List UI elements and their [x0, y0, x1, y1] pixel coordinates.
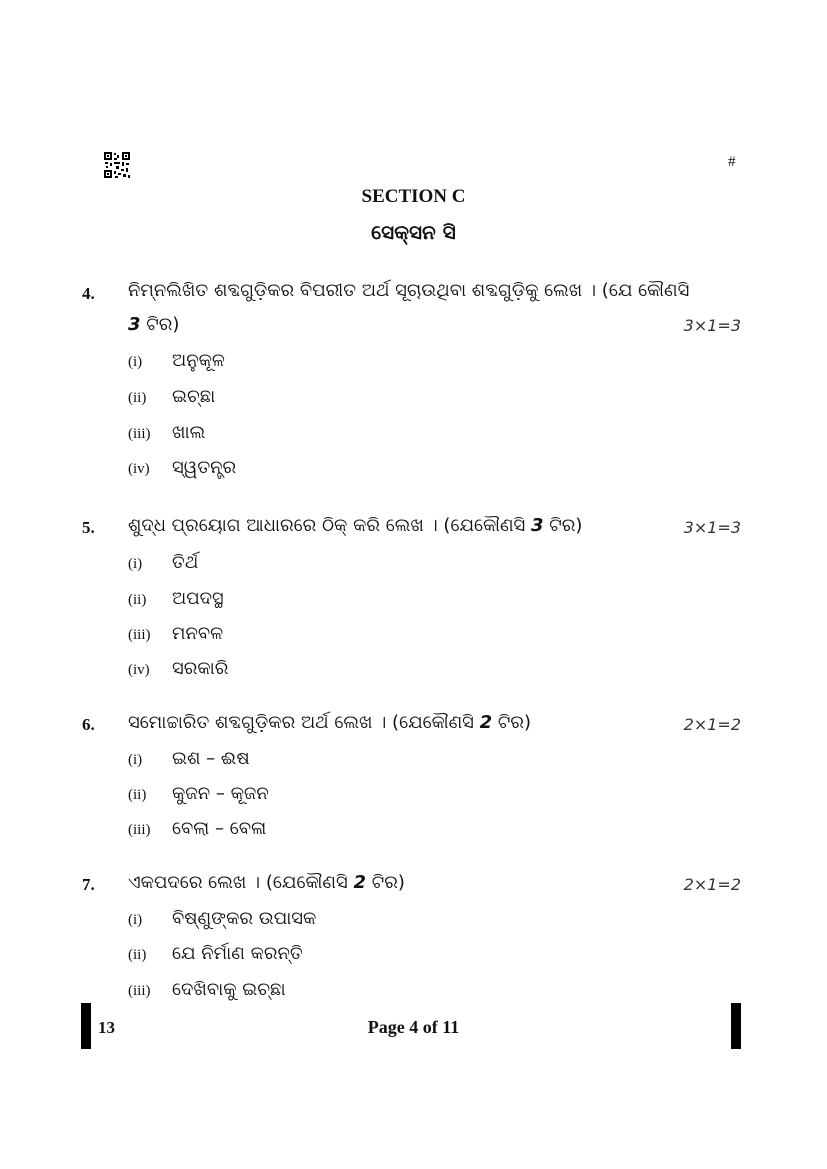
option-item: [128, 658, 228, 679]
option-roman: (ii): [128, 390, 147, 406]
option-roman: (ii): [128, 947, 147, 963]
option-roman: (i): [128, 912, 143, 928]
option-text: ଇଚ୍ଛା: [172, 386, 216, 407]
question-number: 7.: [82, 875, 95, 894]
option-roman: (ii): [128, 592, 147, 608]
option-item: [128, 457, 236, 478]
option-roman: (iii): [128, 983, 151, 999]
question-marks: 2×1=2: [683, 715, 741, 734]
option-item: [128, 783, 269, 804]
option-roman: (i): [128, 354, 143, 370]
option-text: ତିର୍ଥ: [172, 552, 199, 573]
option-item: [128, 350, 225, 371]
option-item: [128, 818, 266, 839]
question-text: [128, 712, 531, 733]
option-item: [128, 943, 303, 964]
question-count: 2: [353, 872, 366, 893]
question-marks: 3×1=3: [683, 518, 741, 537]
page-number: Page 4 of 11: [367, 1017, 460, 1037]
section-title: SECTION C: [361, 186, 466, 207]
question-text-tail: ଟିର): [492, 712, 532, 733]
option-item: [128, 422, 205, 443]
question-number: 6.: [82, 715, 95, 734]
question-text-tail: ଟିର): [140, 314, 180, 335]
question-text-cont: [128, 314, 179, 335]
option-text: କୁଜନ – କୂଜନ: [172, 783, 269, 804]
option-roman: (i): [128, 752, 143, 768]
option-roman: (i): [128, 556, 143, 572]
option-item: [128, 552, 198, 573]
option-item: [128, 623, 223, 644]
option-text: ଇଶ – ଈଷ: [172, 748, 250, 769]
qr-code-icon: [104, 152, 130, 178]
question-text: ନିମ୍ନଲିଖିତ ଶବ୍ଦଗୁଡ଼ିକର ବିପରୀତ ଅର୍ଥ ସୂଚାଉଥିବା ଶବ୍ଦଗୁଡ଼ିକୁ ଲେଖ । (ଯେ କୌଣସି: [128, 280, 690, 301]
question-text-head: ସମୋଚ୍ଚାରିତ ଶବ୍ଦଗୁଡ଼ିକର ଅର୍ଥ ଲେଖ । (ଯେକୌଣସି: [128, 712, 480, 733]
option-text: ଅନୁକୂଳ: [172, 350, 225, 371]
question-text: [128, 872, 405, 893]
option-text: ବେଲା – ବେଳା: [172, 818, 267, 839]
option-text: ଅପଦସ୍ଥ: [172, 588, 224, 609]
option-roman: (iii): [128, 627, 151, 643]
option-roman: (iii): [128, 426, 151, 442]
question-text-tail: ଟିର): [543, 515, 583, 536]
question-marks: 3×1=3: [683, 316, 741, 335]
section-subtitle: ସେକ୍ସନ ସି: [371, 220, 456, 244]
option-text: ମନବଳ: [172, 623, 224, 644]
footer-code: 13: [98, 1018, 115, 1037]
option-roman: (iii): [128, 822, 151, 838]
option-text: ବିଷ୍ଣୁଙ୍କର ଉପାସକ: [172, 908, 317, 929]
question-text-head: ଶୁଦ୍ଧ ପ୍ରୟୋଗ ଆଧାରରେ ଠିକ୍ କରି ଲେଖ । (ଯେକୌଣସି: [128, 515, 532, 536]
option-item: [128, 588, 224, 609]
question-text: [128, 515, 582, 536]
question-marks: 2×1=2: [683, 875, 741, 894]
option-item: [128, 979, 286, 1000]
option-roman: (iv): [128, 461, 150, 477]
question-text-tail: ଟିର): [366, 872, 405, 893]
question-count: 3: [128, 314, 141, 335]
question-count: 3: [531, 515, 544, 536]
option-text: ଖାଲ: [172, 422, 206, 443]
question-text-head: ଏକପଦରେ ଲେଖ । (ଯେକୌଣସି: [128, 872, 354, 893]
page-mark: #: [728, 154, 736, 170]
option-text: ସ୍ୱତନ୍ତ୍ର: [172, 457, 237, 478]
option-item: [128, 748, 250, 769]
option-roman: (ii): [128, 787, 147, 803]
question-number: 5.: [82, 518, 95, 537]
option-text: ସରକାରି: [172, 658, 229, 679]
question-number: 4.: [82, 284, 95, 303]
option-item: [128, 908, 316, 929]
question-count: 2: [479, 712, 493, 733]
option-item: [128, 386, 215, 407]
option-roman: (iv): [128, 662, 150, 678]
option-text: ଯେ ନିର୍ମାଣ କରନ୍ତି: [172, 943, 303, 964]
option-text: ଦେଖିବାକୁ ଇଚ୍ଛା: [172, 979, 286, 1000]
